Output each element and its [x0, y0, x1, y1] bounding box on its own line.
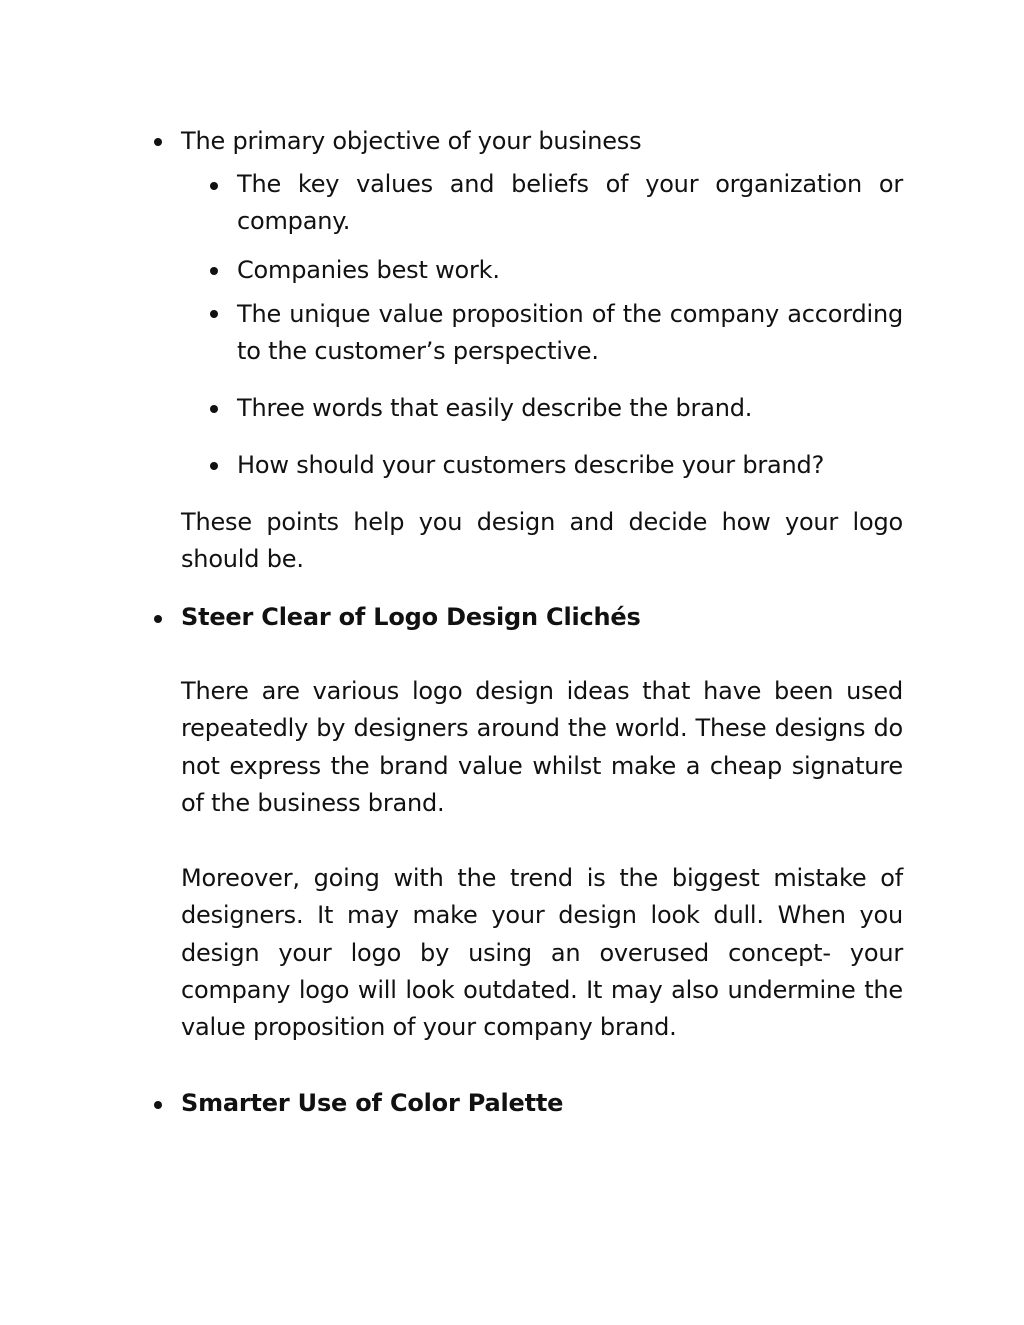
section-heading-color-palette: Smarter Use of Color Palette: [181, 1089, 564, 1117]
bullet-icon: [210, 267, 218, 275]
bullet-icon: [210, 405, 218, 413]
sub-item-value-proposition: The unique value proposition of the company according to the customer’s perspective.: [237, 300, 903, 366]
bullet-icon: [154, 615, 162, 623]
sub-item-best-work: Companies best work.: [237, 256, 500, 284]
sub-item-customers-describe: How should your customers describe your brand?: [237, 451, 825, 479]
list-item-primary-objective: The primary objective of your business: [181, 127, 642, 155]
paragraph-points: These points help you design and decide how your logo should be.: [181, 508, 903, 574]
sub-item-key-values: The key values and beliefs of your organization or company.: [237, 170, 903, 236]
bullet-icon: [210, 310, 218, 318]
sub-item-three-words: Three words that easily describe the brand.: [237, 394, 753, 422]
bullet-icon: [154, 138, 162, 146]
section-heading-cliches: Steer Clear of Logo Design Clichés: [181, 603, 641, 631]
paragraph-cliches-1: There are various logo design ideas that have been used repeatedly by designers around the world. These designs do not express the brand value whilst make a cheap signature of the business brand.: [181, 677, 903, 817]
bullet-icon: [210, 462, 218, 470]
bullet-icon: [210, 182, 218, 190]
paragraph-cliches-2: Moreover, going with the trend is the biggest mistake of designers. It may make your design look dull. When you design your logo by using an overused concept- your company logo will look outdated. It may also undermine the value proposition of your company brand.: [181, 864, 903, 1042]
bullet-icon: [154, 1101, 162, 1109]
